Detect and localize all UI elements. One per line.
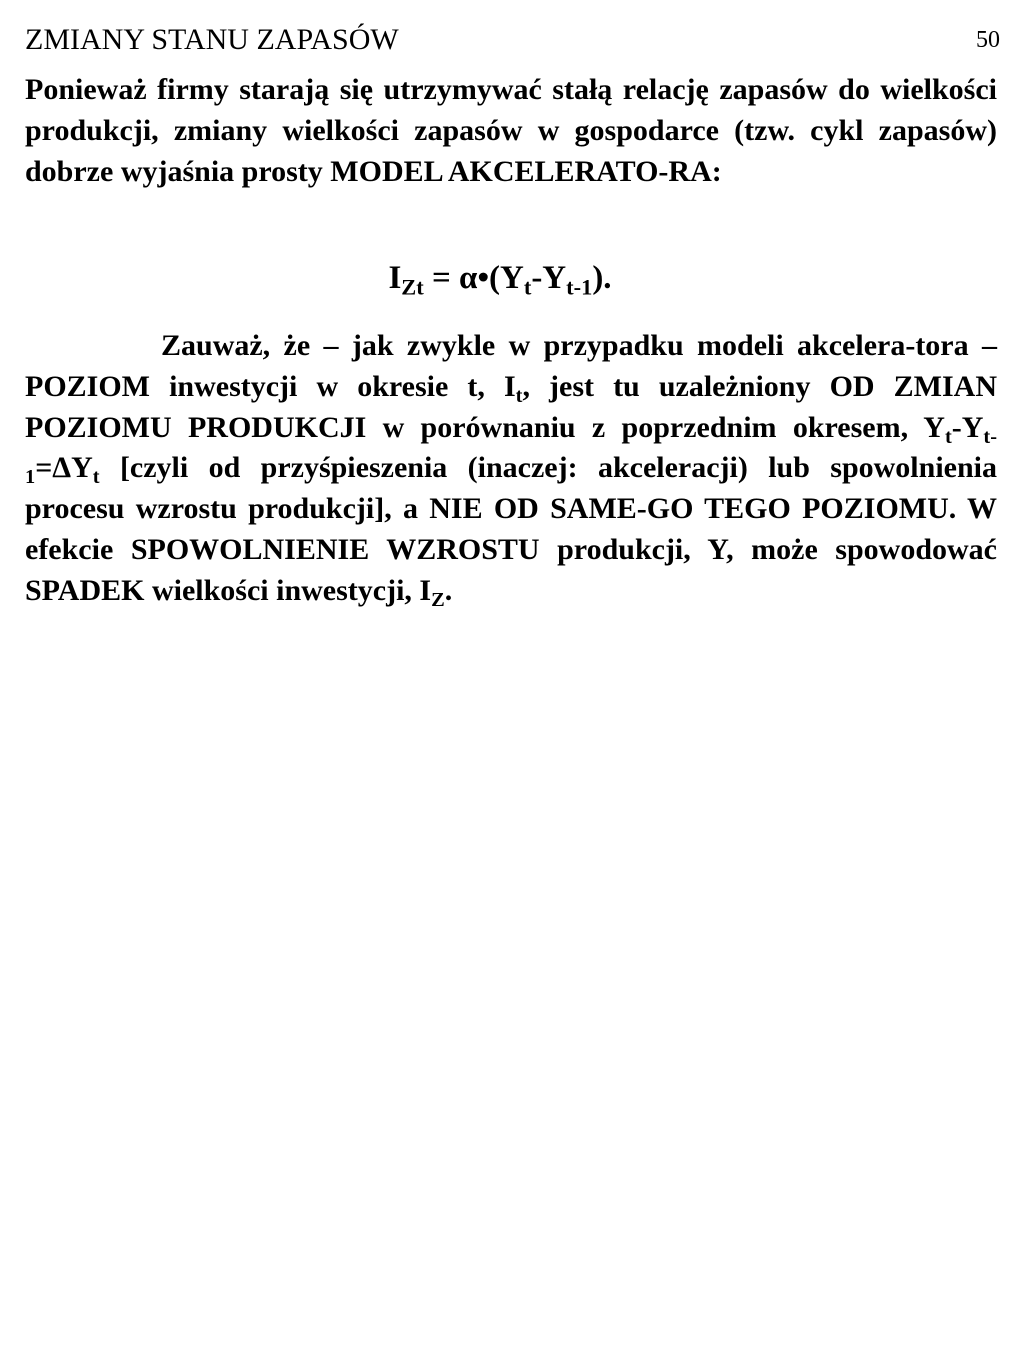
explanation-subscript-t-a: t <box>515 384 523 407</box>
explanation-text-2: , jest tu uzależniony OD ZMIAN POZIOMU PRODUKCJI w porównaniu z poprzednim okresem, Y <box>25 369 997 444</box>
explanation-subscript-t-c: t <box>92 466 100 489</box>
explanation-text-4: =ΔY <box>35 451 93 485</box>
intro-paragraph: Ponieważ firmy starają się utrzymywać stałą relację zapasów do wielkości produkcji, zmiany wielkości zapasów w gospodarce (tzw. cykl zapasów) dobrze wyjaśnia prosty MODEL AKCELERATO-RA: <box>25 73 997 188</box>
explanation-paragraph <box>25 326 997 612</box>
formula-end: ). <box>592 260 612 296</box>
explanation-text-5: [czyli od przyśpieszenia (inaczej: akceleracji) lub spowolnienia procesu wzrostu produkcji], a NIE OD SAME-GO TEGO POZIOMU. W efekcie SPOWOLNIENIE WZROSTU produkcji, Y, może spowodować SPADEK wielkości inwestycji, I <box>25 451 997 607</box>
page-number: 50 <box>976 27 1000 53</box>
formula-middle: = α•(Y <box>423 260 524 296</box>
explanation-subscript-t-b: t <box>944 425 952 448</box>
page-title: ZMIANY STANU ZAPASÓW <box>25 23 399 56</box>
explanation-text-3: -Y <box>951 410 984 444</box>
formula-subscript-t-1: t-1 <box>566 274 593 300</box>
explanation-subscript-z: Z <box>431 588 445 611</box>
formula-minus: -Y <box>531 260 567 296</box>
explanation-text-1: Zauważ, że – jak zwykle w przypadku modeli akcelera-tora – POZIOM inwestycji w okresie t, I <box>25 329 997 403</box>
formula-lhs-subscript: Zt <box>401 274 424 300</box>
explanation-text-6: . <box>444 573 453 607</box>
accelerator-formula <box>0 256 1000 300</box>
formula-subscript-t: t <box>523 274 532 300</box>
formula-lhs-base: I <box>388 260 402 296</box>
explanation-subscript-t-1: t-1 <box>25 425 997 489</box>
